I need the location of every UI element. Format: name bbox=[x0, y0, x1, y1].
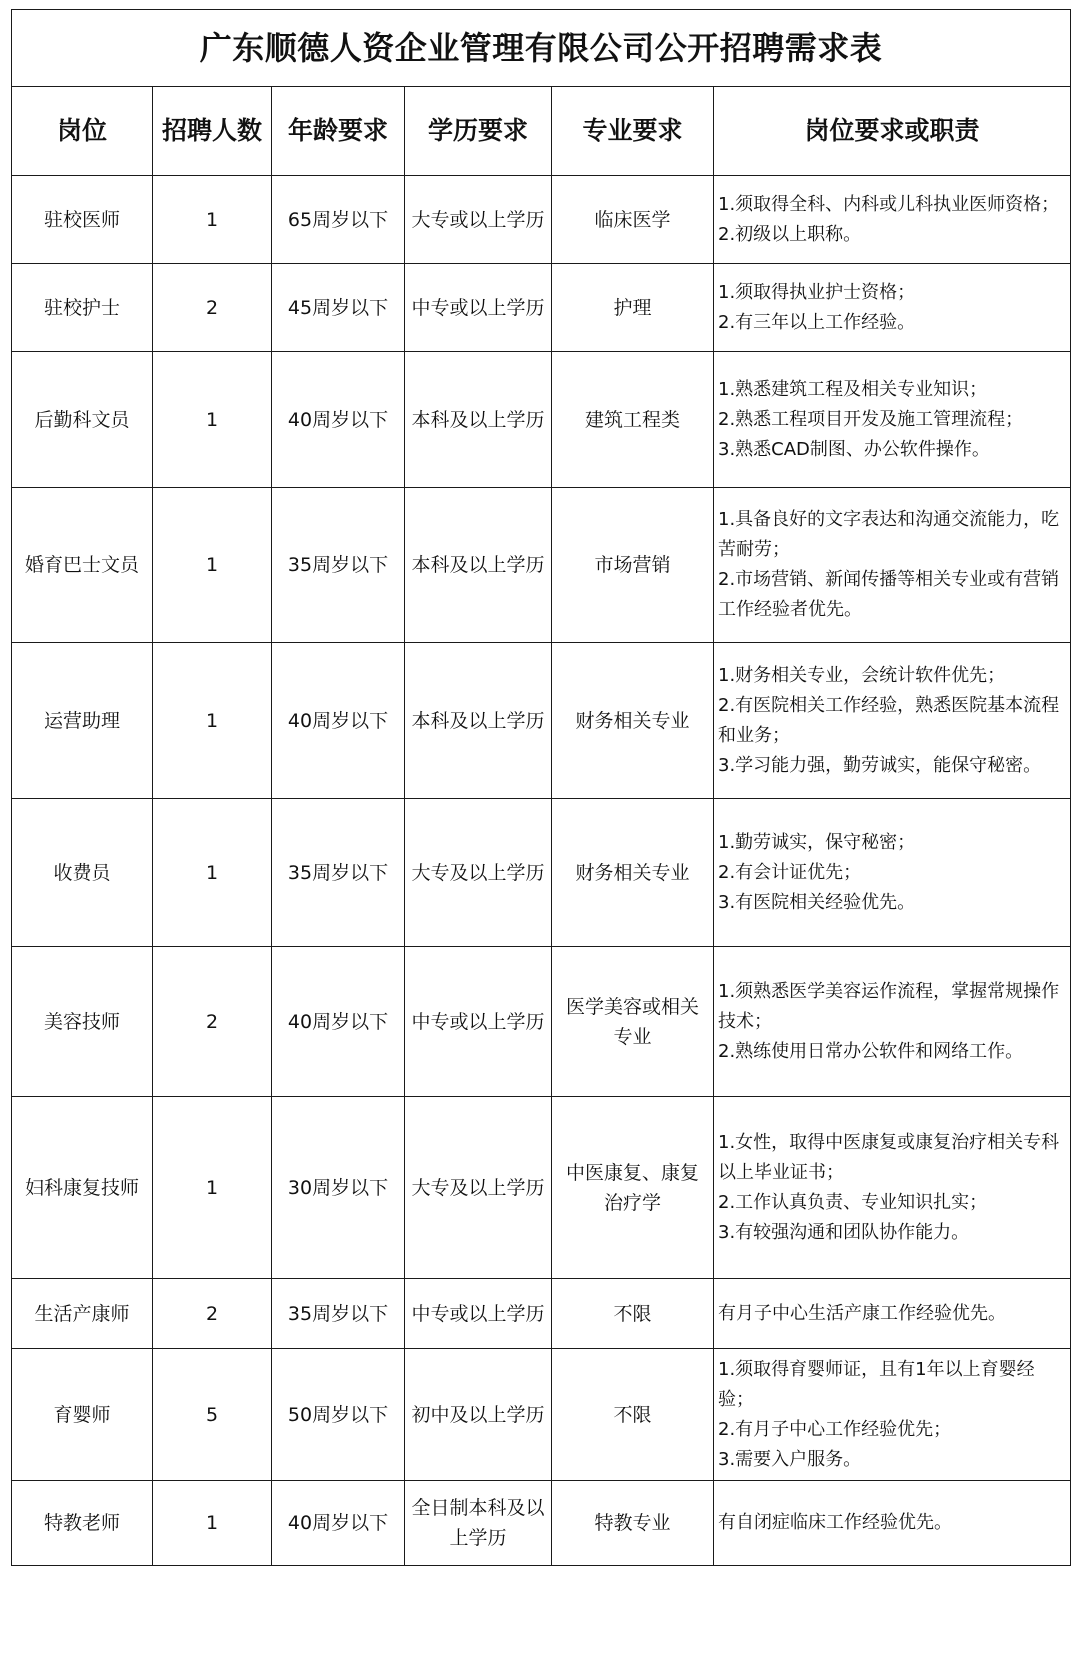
duty-line: 2.熟练使用日常办公软件和网络工作。 bbox=[718, 1040, 1024, 1062]
age-cell: 40周岁以下 bbox=[272, 352, 405, 488]
major-cell: 不限 bbox=[552, 1279, 714, 1349]
header-row bbox=[12, 87, 1071, 176]
position-cell: 妇科康复技师 bbox=[12, 1097, 153, 1279]
table-row bbox=[12, 799, 1071, 947]
duty-line: 1.须取得全科、内科或儿科执业医师资格； bbox=[718, 193, 1060, 215]
age-cell: 40周岁以下 bbox=[272, 1481, 405, 1566]
education-cell: 全日制本科及以上学历 bbox=[405, 1481, 552, 1566]
table-row bbox=[12, 643, 1071, 799]
duty-line: 2.有医院相关工作经验，熟悉医院基本流程和业务； bbox=[718, 694, 1060, 746]
duties-cell bbox=[714, 176, 1071, 264]
duties-cell bbox=[714, 1349, 1071, 1481]
position-cell: 驻校护士 bbox=[12, 264, 153, 352]
table-row bbox=[12, 1481, 1071, 1566]
position-cell: 收费员 bbox=[12, 799, 153, 947]
duty-line: 2.有会计证优先； bbox=[718, 861, 862, 883]
position-cell: 美容技师 bbox=[12, 947, 153, 1097]
count-cell: 1 bbox=[153, 1481, 272, 1566]
count-cell: 1 bbox=[153, 1097, 272, 1279]
header-count: 招聘人数 bbox=[153, 87, 272, 176]
count-cell: 2 bbox=[153, 947, 272, 1097]
count-cell: 1 bbox=[153, 352, 272, 488]
duty-line: 3.学习能力强，勤劳诚实，能保守秘密。 bbox=[718, 754, 1042, 776]
table-row bbox=[12, 1349, 1071, 1481]
major-cell: 特教专业 bbox=[552, 1481, 714, 1566]
age-cell: 50周岁以下 bbox=[272, 1349, 405, 1481]
duty-line: 2.熟悉工程项目开发及施工管理流程； bbox=[718, 408, 1024, 430]
duty-line: 1.须取得育婴师证，且有1年以上育婴经验； bbox=[718, 1358, 1035, 1410]
table-row bbox=[12, 176, 1071, 264]
count-cell: 1 bbox=[153, 799, 272, 947]
education-cell: 中专或以上学历 bbox=[405, 947, 552, 1097]
table-row bbox=[12, 1279, 1071, 1349]
duties-cell bbox=[714, 1097, 1071, 1279]
duties-cell bbox=[714, 1279, 1071, 1349]
table-row bbox=[12, 264, 1071, 352]
header-education: 学历要求 bbox=[405, 87, 552, 176]
count-cell: 1 bbox=[153, 488, 272, 643]
duties-cell bbox=[714, 947, 1071, 1097]
duty-line: 1.须熟悉医学美容运作流程，掌握常规操作技术； bbox=[718, 980, 1060, 1032]
education-cell: 大专或以上学历 bbox=[405, 176, 552, 264]
education-cell: 大专及以上学历 bbox=[405, 1097, 552, 1279]
duty-line: 1.熟悉建筑工程及相关专业知识； bbox=[718, 378, 988, 400]
duties-cell bbox=[714, 643, 1071, 799]
table-row bbox=[12, 488, 1071, 643]
count-cell: 2 bbox=[153, 264, 272, 352]
age-cell: 45周岁以下 bbox=[272, 264, 405, 352]
age-cell: 35周岁以下 bbox=[272, 488, 405, 643]
education-cell: 中专或以上学历 bbox=[405, 1279, 552, 1349]
title-row bbox=[12, 10, 1071, 87]
age-cell: 35周岁以下 bbox=[272, 799, 405, 947]
position-cell: 驻校医师 bbox=[12, 176, 153, 264]
duty-line: 3.熟悉CAD制图、办公软件操作。 bbox=[718, 438, 990, 460]
major-cell: 市场营销 bbox=[552, 488, 714, 643]
duty-line: 3.有较强沟通和团队协作能力。 bbox=[718, 1221, 970, 1243]
education-cell: 中专或以上学历 bbox=[405, 264, 552, 352]
recruitment-table-sheet bbox=[11, 9, 1070, 1647]
education-cell: 初中及以上学历 bbox=[405, 1349, 552, 1481]
major-cell: 财务相关专业 bbox=[552, 643, 714, 799]
duty-line: 1.女性，取得中医康复或康复治疗相关专科以上毕业证书； bbox=[718, 1131, 1060, 1183]
position-cell: 生活产康师 bbox=[12, 1279, 153, 1349]
duty-line: 3.有医院相关经验优先。 bbox=[718, 891, 916, 913]
header-major: 专业要求 bbox=[552, 87, 714, 176]
recruitment-table bbox=[11, 9, 1071, 1566]
header-duties: 岗位要求或职责 bbox=[714, 87, 1071, 176]
header-position: 岗位 bbox=[12, 87, 153, 176]
duty-line: 1.须取得执业护士资格； bbox=[718, 281, 916, 303]
duty-line: 2.有月子中心工作经验优先； bbox=[718, 1418, 952, 1440]
age-cell: 40周岁以下 bbox=[272, 947, 405, 1097]
major-cell: 护理 bbox=[552, 264, 714, 352]
education-cell: 大专及以上学历 bbox=[405, 799, 552, 947]
table-title: 广东顺德人资企业管理有限公司公开招聘需求表 bbox=[12, 10, 1071, 87]
major-cell: 中医康复、康复治疗学 bbox=[552, 1097, 714, 1279]
count-cell: 5 bbox=[153, 1349, 272, 1481]
count-cell: 1 bbox=[153, 176, 272, 264]
education-cell: 本科及以上学历 bbox=[405, 352, 552, 488]
duties-cell bbox=[714, 1481, 1071, 1566]
position-cell: 育婴师 bbox=[12, 1349, 153, 1481]
major-cell: 建筑工程类 bbox=[552, 352, 714, 488]
age-cell: 40周岁以下 bbox=[272, 643, 405, 799]
major-cell: 医学美容或相关专业 bbox=[552, 947, 714, 1097]
major-cell: 财务相关专业 bbox=[552, 799, 714, 947]
duty-line: 2.市场营销、新闻传播等相关专业或有营销工作经验者优先。 bbox=[718, 569, 1060, 620]
major-cell: 临床医学 bbox=[552, 176, 714, 264]
duty-line: 3.需要入户服务。 bbox=[718, 1448, 862, 1470]
duties-cell bbox=[714, 488, 1071, 643]
duties-cell bbox=[714, 352, 1071, 488]
count-cell: 1 bbox=[153, 643, 272, 799]
duty-line: 2.初级以上职称。 bbox=[718, 223, 862, 245]
count-cell: 2 bbox=[153, 1279, 272, 1349]
duty-line: 2.工作认真负责、专业知识扎实； bbox=[718, 1191, 988, 1213]
position-cell: 特教老师 bbox=[12, 1481, 153, 1566]
education-cell: 本科及以上学历 bbox=[405, 643, 552, 799]
header-age: 年龄要求 bbox=[272, 87, 405, 176]
duty-line: 有自闭症临床工作经验优先。 bbox=[718, 1512, 952, 1533]
duties-cell bbox=[714, 264, 1071, 352]
position-cell: 运营助理 bbox=[12, 643, 153, 799]
position-cell: 后勤科文员 bbox=[12, 352, 153, 488]
duty-line: 有月子中心生活产康工作经验优先。 bbox=[718, 1302, 1006, 1324]
age-cell: 65周岁以下 bbox=[272, 176, 405, 264]
table-row bbox=[12, 947, 1071, 1097]
position-cell: 婚育巴士文员 bbox=[12, 488, 153, 643]
table-row bbox=[12, 1097, 1071, 1279]
table-row bbox=[12, 352, 1071, 488]
duty-line: 1.勤劳诚实，保守秘密； bbox=[718, 831, 916, 853]
duty-line: 1.具备良好的文字表达和沟通交流能力，吃苦耐劳； bbox=[718, 509, 1060, 560]
duties-cell bbox=[714, 799, 1071, 947]
age-cell: 35周岁以下 bbox=[272, 1279, 405, 1349]
duty-line: 2.有三年以上工作经验。 bbox=[718, 311, 916, 333]
education-cell: 本科及以上学历 bbox=[405, 488, 552, 643]
duty-line: 1.财务相关专业，会统计软件优先； bbox=[718, 664, 1006, 686]
major-cell: 不限 bbox=[552, 1349, 714, 1481]
age-cell: 30周岁以下 bbox=[272, 1097, 405, 1279]
table-body bbox=[12, 176, 1071, 1566]
